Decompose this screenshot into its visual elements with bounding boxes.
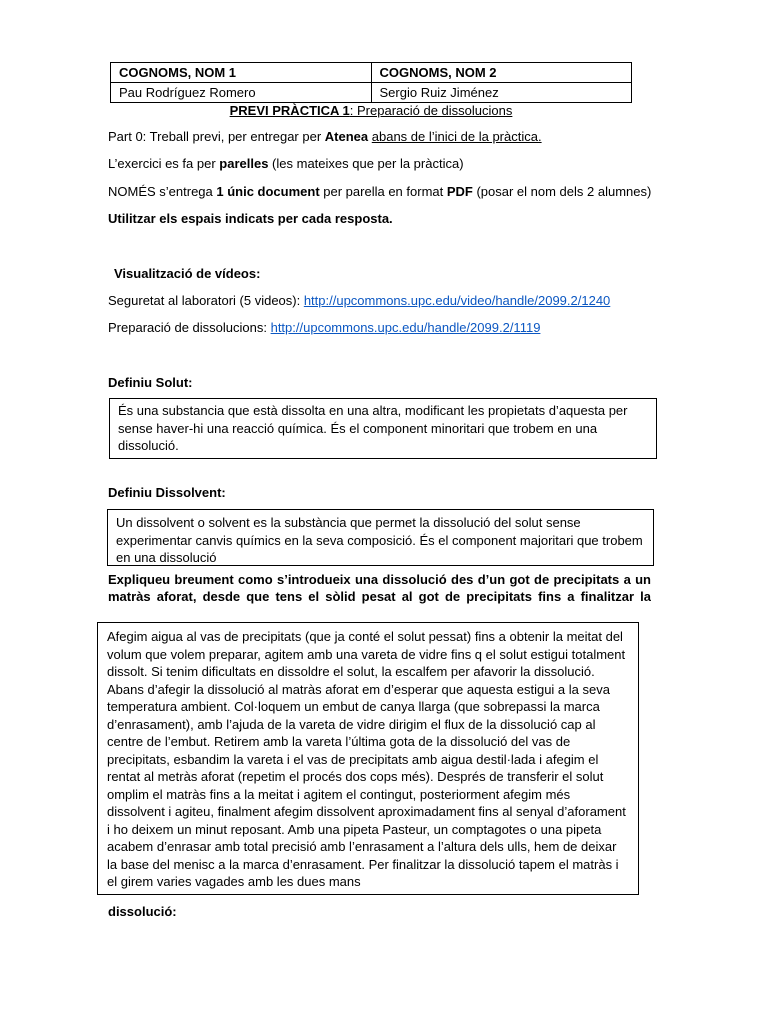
part0-deadline: abans de l’inici de la pràctica. bbox=[371, 129, 542, 144]
instruction-spaces: Utilitzar els espais indicats per cada resposta. bbox=[108, 211, 393, 226]
procedure-question-line3: dissolució: bbox=[108, 904, 177, 919]
name-1-value: Pau Rodríguez Romero bbox=[111, 83, 372, 103]
only-format: per parella en format bbox=[319, 184, 447, 199]
name-2-header: COGNOMS, NOM 2 bbox=[371, 63, 632, 83]
name-1-header: COGNOMS, NOM 1 bbox=[111, 63, 372, 83]
instruction-pairs bbox=[108, 156, 464, 171]
video-prep-link[interactable]: http://upcommons.upc.edu/handle/2099.2/1119 bbox=[270, 320, 541, 335]
only-names-note: (posar el nom dels 2 alumnes) bbox=[472, 184, 652, 199]
part0-text: Part 0: Treball previ, per entregar per bbox=[108, 129, 325, 144]
pairs-text: L’exercici es fa per bbox=[108, 156, 220, 171]
video-safety-label: Seguretat al laboratori (5 videos): bbox=[108, 293, 304, 308]
title-suffix: : Preparació de dissolucions bbox=[349, 103, 513, 118]
student-names-table bbox=[110, 62, 632, 103]
procedure-answer-box bbox=[97, 622, 639, 895]
solvent-question: Definiu Dissolvent: bbox=[108, 485, 226, 500]
videos-heading: Visualització de vídeos: bbox=[114, 266, 261, 281]
title-prefix: PREVI PRÀCTICA 1 bbox=[229, 103, 350, 118]
solute-answer: És una substancia que està dissolta en una altra, modificant les propietats d’aquesta per sense haver-hi una reacció química. És el component minoritari que trobem en una dissolució. bbox=[118, 403, 628, 453]
procedure-question-line1: Expliqueu breument como s’introdueix una dissolució des d’un got de precipitats a un bbox=[108, 572, 651, 587]
instruction-part0 bbox=[108, 129, 542, 144]
procedure-answer: Afegim aigua al vas de precipitats (que ja conté el solut pessat) fins a obtenir la meitat del volum que volem preparar, agitem amb una vareta de vidre fins q el solut estigui totalment dissolt. Si tenim dificultats en dissoldre el solut, la escalfem per afavorir la dissolució. Abans d’afegir la dissolució al matràs aforat em d’esperar que aquesta estigui a la seva temperatura ambient. Col·loquem un embut de canya llarga (que sobrepassi la marca d’enrasament), amb l’ajuda de la vareta de vidre dirigim el flux de la dissolució cap al centre de l’embut. Retirem amb la vareta l’última gota de la dissolució del vas de precipitats, esbandim la vareta i el vas de precipitats amb aigua destil·lada i afegim el rentat al metràs aforat (repetim el procés dos cops més). Després de transferir el solut omplim el matràs fins a la meitat i agitem el contingut, posteriorment afegim més dissolvent i agiteu, finalment afegim dissolvent aproximadament fins al senyal d’aforament i ho deixem un minut reposant. Amb una pipeta Pasteur, un comptagotes o una pipeta acabem d’enrasar amb total precisió amb l’enrasament a l’altura dels ulls, hem de deixar la base del menisc a la marca d’enrasament. Per finalitzar la dissolució tapem el matràs i el girem varies vagades amb les dues mans bbox=[107, 629, 626, 889]
document-title bbox=[110, 103, 632, 118]
solute-question: Definiu Solut: bbox=[108, 375, 193, 390]
pairs-note: (les mateixes que per la pràctica) bbox=[268, 156, 464, 171]
video-prep-label: Preparació de dissolucions: bbox=[108, 320, 271, 335]
instruction-single-document bbox=[108, 184, 651, 199]
video-safety-link[interactable]: http://upcommons.upc.edu/video/handle/2099.2/1240 bbox=[303, 293, 611, 308]
part0-atenea: Atenea bbox=[324, 129, 369, 144]
solute-answer-box bbox=[109, 398, 657, 459]
procedure-question-line2: matràs aforat, desde que tens el sòlid pesat al got de precipitats fins a finalitzar la bbox=[108, 589, 651, 604]
video-safety bbox=[108, 293, 610, 308]
pairs-bold: parelles bbox=[219, 156, 269, 171]
only-bold: 1 únic document bbox=[216, 184, 320, 199]
solvent-answer: Un dissolvent o solvent es la substància que permet la dissolució del solut sense experimentar canvis químics en la seva composició. És el component majoritari que trobem en una dissolució bbox=[116, 515, 643, 565]
name-2-value: Sergio Ruiz Jiménez bbox=[371, 83, 632, 103]
video-preparation bbox=[108, 320, 540, 335]
solvent-answer-box bbox=[107, 509, 654, 566]
only-text: NOMÉS s’entrega bbox=[108, 184, 217, 199]
only-pdf: PDF bbox=[446, 184, 473, 199]
